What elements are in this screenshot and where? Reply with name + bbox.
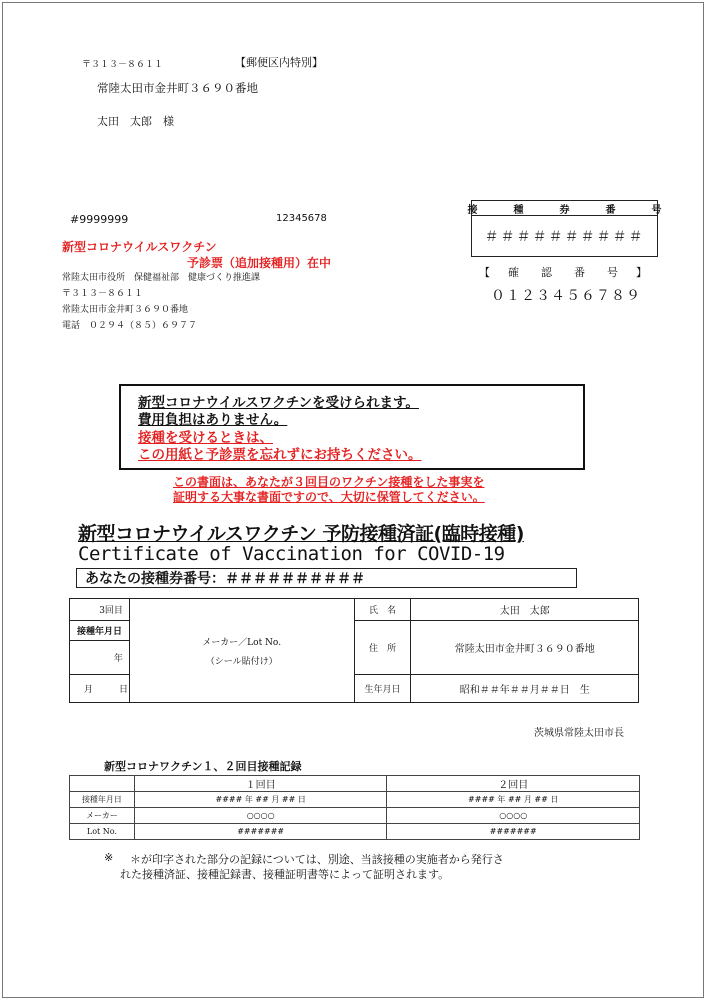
notice-line1: 新型コロナウイルスワクチンを受けられます。 [138,395,419,411]
records-cell: ○○○○ [387,808,640,824]
confirmation-label: 【 確 認 番 号 】 [479,266,647,279]
address-value: 常陸太田市金井町３６９０番地 [411,621,639,675]
footnote-line2: れた接種済証、接種記録書、接種証明書等によって証明されます。 [120,868,450,881]
notice-box [119,384,585,470]
certificate-title-jp: 新型コロナウイルスワクチン 予防接種済証(臨時接種) [78,523,524,545]
mail-class: 【郵便区内特別】 [235,56,323,69]
your-ticket-number: あなたの接種券番号：＃＃＃＃＃＃＃＃＃＃ [76,568,577,588]
address-label: 住 所 [354,621,411,675]
warning-line2: 証明する大事な書面ですので、大切に保管してください。 [173,490,485,504]
records-row-label: メーカー [70,808,135,824]
sender-phone: 電話 ０２９４（８５）６９７７ [62,321,198,331]
confirmation-value: ０１２３４５６７８９ [491,288,641,304]
records-cell: #### 年 ## 月 ## 日 [387,792,640,808]
sender-office: 常陸太田市役所 保健福祉部 健康づくり推進課 [62,273,261,283]
month-day: 月 日 [70,675,130,703]
records-title: 新型コロナワクチン１、２回目接種記録 [104,760,302,773]
records-header-dose2: ２回目 [387,776,640,792]
date-label: 接種年月日 [70,621,130,641]
records-row-label: 接種年月日 [70,792,135,808]
birth-value: 昭和＃＃年＃＃月＃＃日 生 [411,675,639,703]
ticket-number-box [467,200,662,257]
birth-label: 生年月日 [354,675,411,703]
records-cell: ####### [387,824,640,840]
certificate-table [69,598,639,703]
sender-address: 常陸太田市金井町３６９０番地 [62,305,189,315]
records-table [69,775,640,840]
ticket-number-value: ＃＃＃＃＃＃＃＃＃＃ [484,229,645,245]
certificate-title-en: Certificate of Vaccination for COVID-19 [78,543,505,565]
warning-line1: この書面は、あなたが３回目のワクチン接種をした事実を [173,475,485,489]
records-header-blank [70,776,135,792]
dose-label: 3回目 [70,599,130,621]
name-label: 氏 名 [354,599,411,621]
enclosure-line1: 新型コロナウイルスワクチン [62,240,217,254]
name-value: 太田 太郎 [411,599,639,621]
notice-line3: 接種を受けるときは、 [138,430,273,446]
issuer: 茨城県常陸太田市長 [534,728,624,739]
records-cell: ####### [134,824,387,840]
enclosure-line2: 予診票（追加接種用）在中 [187,256,332,270]
records-header-dose1: １回目 [134,776,387,792]
sticker-area: メーカー／Lot No. （シール貼付け） [129,599,354,703]
footnote-line1: ＊が印字された部分の記録については、別途、当該接種の実施者から発行さ [130,853,504,866]
footnote-mark: ※ [104,851,114,864]
recipient-address: 常陸太田市金井町３６９０番地 [97,81,258,95]
records-cell: #### 年 ## 月 ## 日 [134,792,387,808]
postal-code: 〒３１３－８６１１ [82,60,164,70]
serial-number: 12345678 [276,213,327,224]
recipient-name: 太田 太郎 様 [97,115,174,128]
records-row-label: Lot No. [70,824,135,840]
records-cell: ○○○○ [134,808,387,824]
year-label: 年 [70,641,130,675]
sender-postal: 〒３１３－８６１１ [62,289,144,299]
notice-line2: 費用負担はありません。 [138,412,288,428]
code-number: #9999999 [70,213,129,226]
ticket-number-header: 接 種 券 番 号 [472,201,657,216]
notice-line4: この用紙と予診票を忘れずにお持ちください。 [138,447,422,463]
